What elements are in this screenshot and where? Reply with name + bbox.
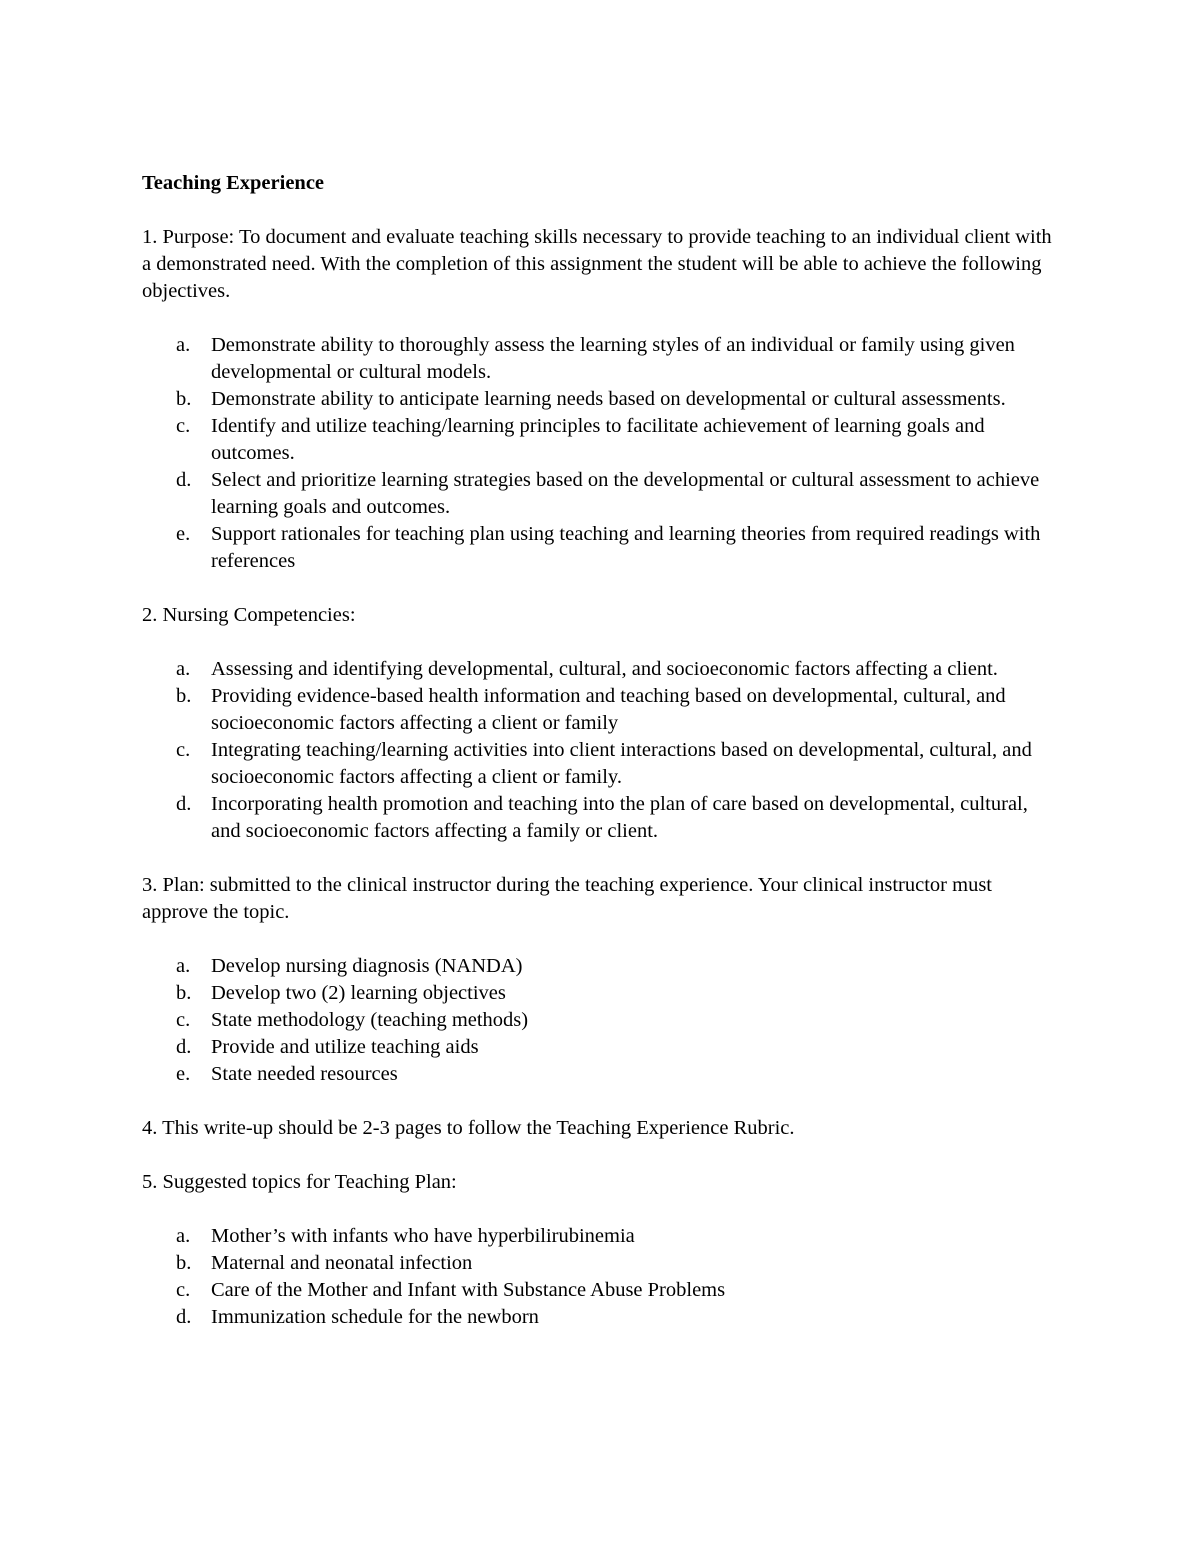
list-item-marker: d.: [176, 1036, 192, 1058]
section-heading: 4. This write-up should be 2-3 pages to follow the Teaching Experience Rubric.: [142, 1117, 795, 1139]
list-item-marker: d.: [176, 1306, 192, 1328]
list-item: [142, 737, 1062, 791]
list-item: [142, 980, 1062, 1007]
list-item-marker: b.: [176, 1252, 192, 1274]
list-item: [142, 413, 1062, 467]
list-item-marker: c.: [176, 739, 191, 761]
list-item-marker: a.: [176, 334, 191, 356]
list-item-marker: c.: [176, 415, 191, 437]
list-item-text: Incorporating health promotion and teaching into the plan of care based on developmental, cultural, and socioeconomic factors affecting a family or client.: [211, 793, 1028, 842]
list-item-marker: a.: [176, 658, 191, 680]
list-item-text: Assessing and identifying developmental, cultural, and socioeconomic factors affecting a client.: [211, 658, 998, 680]
section-heading: 5. Suggested topics for Teaching Plan:: [142, 1171, 457, 1193]
list-item: [142, 1304, 1062, 1331]
list-item-text: State needed resources: [211, 1063, 398, 1085]
list-item: [142, 1034, 1062, 1061]
list-item: [142, 953, 1062, 980]
list-item-text: Demonstrate ability to anticipate learning needs based on developmental or cultural assessments.: [211, 388, 1006, 410]
document-title: Teaching Experience: [142, 172, 325, 194]
list-item: [142, 1277, 1062, 1304]
list-item-marker: c.: [176, 1279, 191, 1301]
list-item-text: Maternal and neonatal infection: [211, 1252, 473, 1274]
list-item: [142, 1250, 1062, 1277]
document-page: [142, 170, 1062, 1358]
list-item: [142, 332, 1062, 386]
list-item-marker: c.: [176, 1009, 191, 1031]
list-item-marker: e.: [176, 523, 191, 545]
list-item-text: Develop two (2) learning objectives: [211, 982, 506, 1004]
list-item-marker: e.: [176, 1063, 191, 1085]
list-item-marker: d.: [176, 793, 192, 815]
list-item-text: Providing evidence-based health information and teaching based on developmental, cultural, and socioeconomic factors affecting a client or family: [211, 685, 1006, 734]
list-item-text: Select and prioritize learning strategies based on the developmental or cultural assessment to achieve learning goals and outcomes.: [211, 469, 1040, 518]
list-item-text: Care of the Mother and Infant with Substance Abuse Problems: [211, 1279, 726, 1301]
section-list: [142, 1223, 1062, 1331]
list-item: [142, 656, 1062, 683]
list-item-marker: a.: [176, 1225, 191, 1247]
list-item-text: Provide and utilize teaching aids: [211, 1036, 479, 1058]
document-sections: [142, 224, 1062, 1331]
list-item: [142, 386, 1062, 413]
list-item-text: Demonstrate ability to thoroughly assess the learning styles of an individual or family using given developmental or cultural models.: [211, 334, 1015, 383]
list-item: [142, 1223, 1062, 1250]
list-item: [142, 683, 1062, 737]
section-heading: 1. Purpose: To document and evaluate teaching skills necessary to provide teaching to an individual client with a demonstrated need. With the completion of this assignment the student will be able to achieve the following objectives.: [142, 226, 1052, 302]
section-list: [142, 656, 1062, 845]
list-item-text: Support rationales for teaching plan using teaching and learning theories from required readings with references: [211, 523, 1041, 572]
list-item: [142, 791, 1062, 845]
list-item-marker: d.: [176, 469, 192, 491]
section-heading: 2. Nursing Competencies:: [142, 604, 356, 626]
list-item-text: Mother’s with infants who have hyperbilirubinemia: [211, 1225, 635, 1247]
section-list: [142, 953, 1062, 1088]
section-heading: 3. Plan: submitted to the clinical instructor during the teaching experience. Your clinical instructor must approve the topic.: [142, 874, 992, 923]
list-item-marker: b.: [176, 982, 192, 1004]
section-list: [142, 332, 1062, 575]
list-item-text: Immunization schedule for the newborn: [211, 1306, 539, 1328]
list-item-marker: b.: [176, 388, 192, 410]
list-item-text: State methodology (teaching methods): [211, 1009, 529, 1031]
list-item-marker: a.: [176, 955, 191, 977]
list-item-text: Develop nursing diagnosis (NANDA): [211, 955, 523, 977]
list-item: [142, 1061, 1062, 1088]
list-item: [142, 521, 1062, 575]
list-item-text: Identify and utilize teaching/learning principles to facilitate achievement of learning goals and outcomes.: [211, 415, 985, 464]
list-item-text: Integrating teaching/learning activities into client interactions based on developmental, cultural, and socioeconomic factors affecting a client or family.: [211, 739, 1032, 788]
list-item: [142, 1007, 1062, 1034]
list-item-marker: b.: [176, 685, 192, 707]
list-item: [142, 467, 1062, 521]
